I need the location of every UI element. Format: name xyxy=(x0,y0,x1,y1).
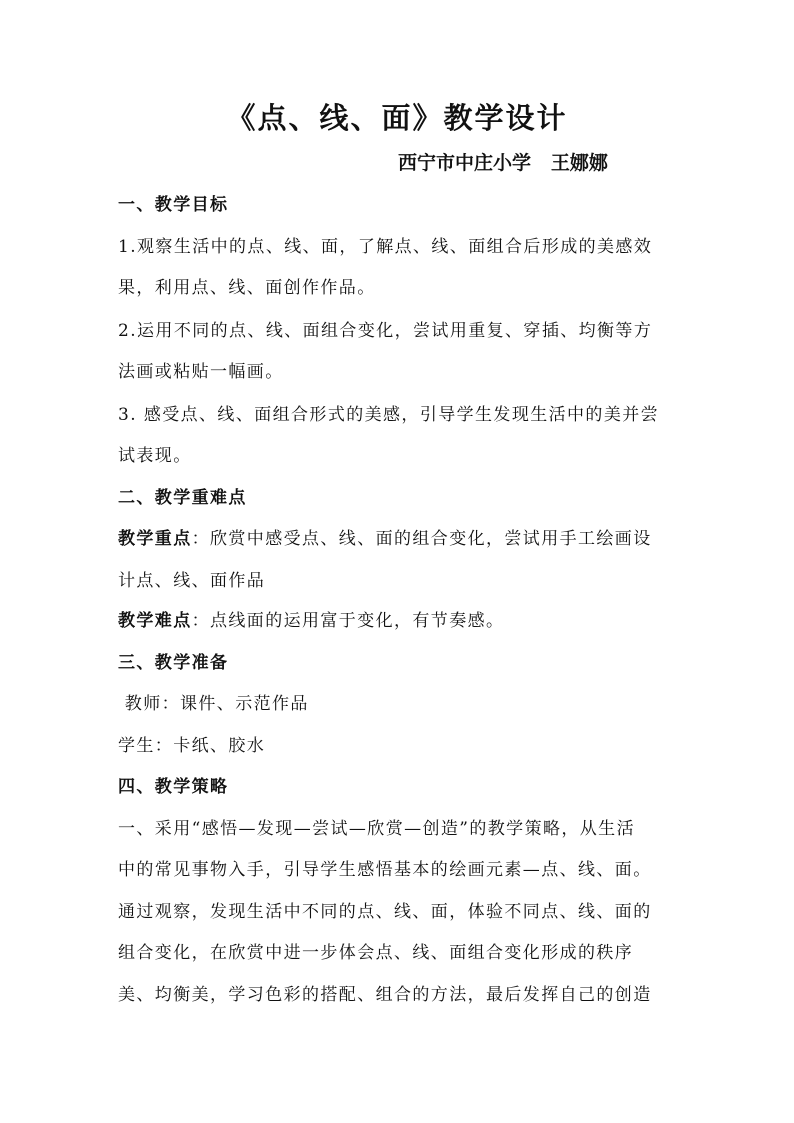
difficulty-text: ：点线面的运用富于变化，有节奏感。 xyxy=(191,611,505,631)
goal-3-line-2: 试表现。 xyxy=(118,446,192,466)
section-heading-strategy: 四、教学策略 xyxy=(118,777,229,797)
goal-2-line-2: 法画或粘贴一幅画。 xyxy=(118,362,284,382)
goal-2-line-1: 2.运用不同的点、线、面组合变化，尝试用重复、穿插、均衡等方 xyxy=(118,321,653,341)
section-heading-preparation: 三、教学准备 xyxy=(118,653,229,673)
key-point-text: ：欣赏中感受点、线、面的组合变化，尝试用手工绘画设 xyxy=(191,529,652,549)
key-point-line-1 xyxy=(118,524,652,549)
key-point-line-2: 计点、线、面作品 xyxy=(118,571,266,591)
section-heading-goals: 一、教学目标 xyxy=(118,195,229,215)
strategy-line-1: 一、采用“感悟—发现—尝试—欣赏—创造”的教学策略，从生活 xyxy=(118,819,635,839)
student-preparation: 学生：卡纸、胶水 xyxy=(118,736,266,756)
author-line: 西宁市中庄小学 王娜娜 xyxy=(398,152,608,174)
strategy-line-3: 通过观察，发现生活中不同的点、线、面，体验不同点、线、面的 xyxy=(118,902,652,922)
goal-1-line-2: 果，利用点、线、面创作作品。 xyxy=(118,278,376,298)
difficulty-line xyxy=(118,606,504,631)
document-title: 《点、线、面》教学设计 xyxy=(226,101,568,135)
section-heading-key-points: 二、教学重难点 xyxy=(118,488,247,508)
strategy-line-2: 中的常见事物入手，引导学生感悟基本的绘画元素—点、线、面。 xyxy=(118,860,652,880)
key-point-label: 教学重点 xyxy=(118,529,192,549)
goal-3-line-1: 3. 感受点、线、面组合形式的美感，引导学生发现生活中的美并尝 xyxy=(118,405,660,425)
teacher-preparation: 教师：课件、示范作品 xyxy=(118,694,309,714)
strategy-line-4: 组合变化，在欣赏中进一步体会点、线、面组合变化形成的秩序 xyxy=(118,943,634,963)
difficulty-label: 教学难点 xyxy=(118,611,192,631)
goal-1-line-1: 1.观察生活中的点、线、面，了解点、线、面组合后形成的美感效 xyxy=(118,237,653,257)
strategy-line-5: 美、均衡美，学习色彩的搭配、组合的方法，最后发挥自己的创造 xyxy=(118,985,652,1005)
